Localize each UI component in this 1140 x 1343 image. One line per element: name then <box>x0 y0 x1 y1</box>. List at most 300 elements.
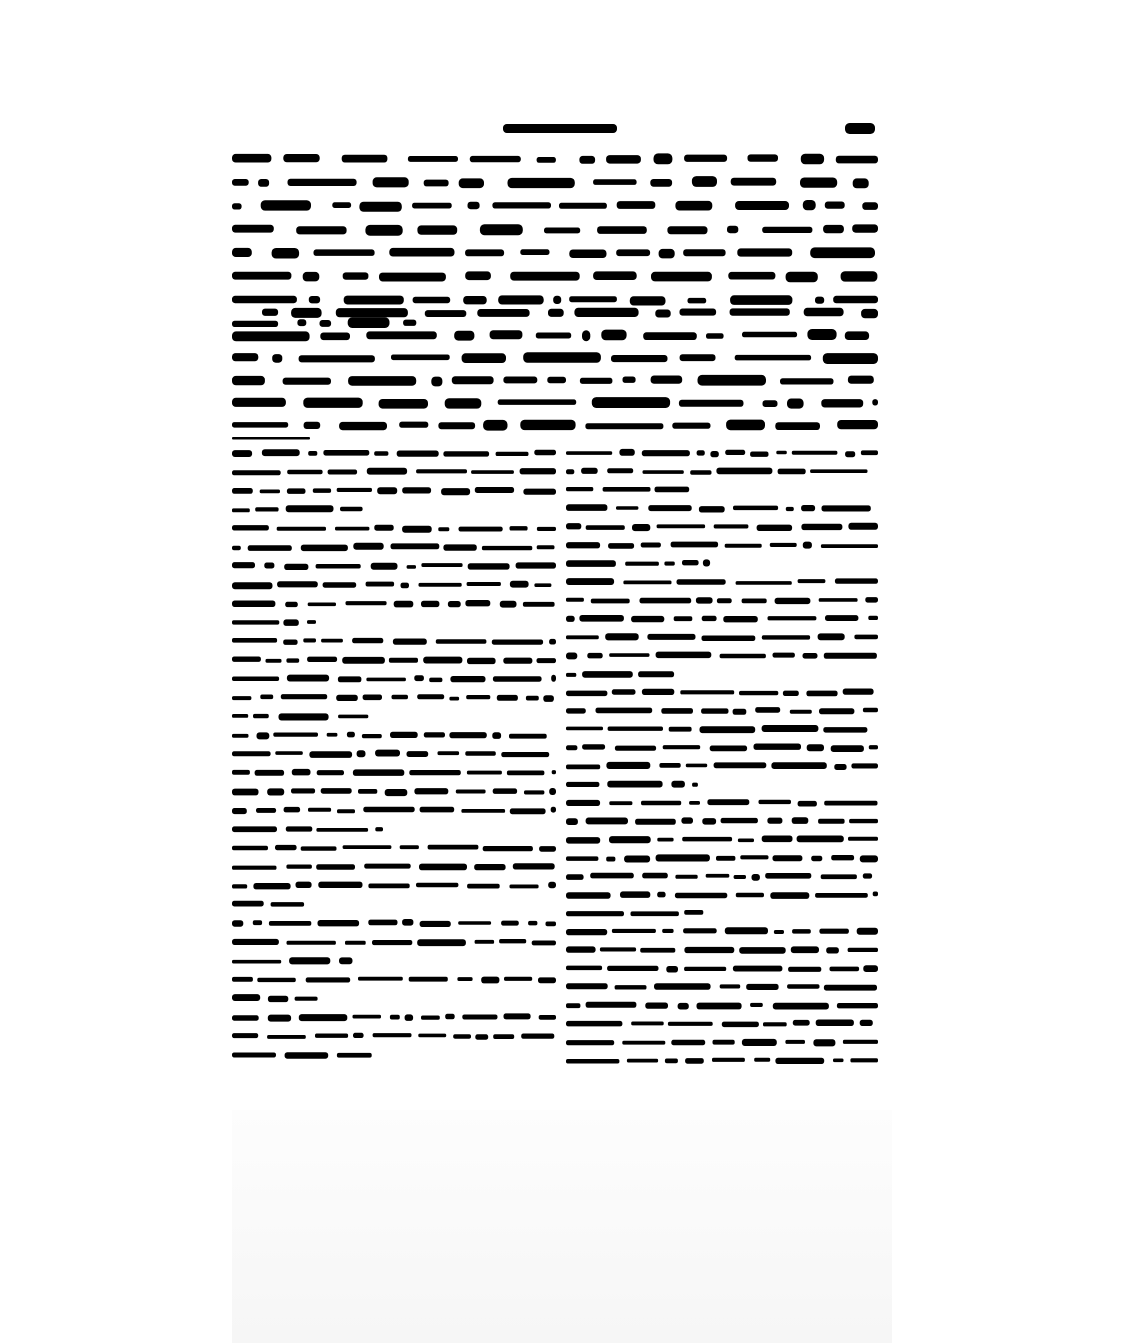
footnote-text-line <box>608 543 634 549</box>
footnote-text-line <box>861 450 878 455</box>
footnote-text-line <box>232 562 255 568</box>
footnote-text-line <box>309 751 352 758</box>
body-text-line <box>837 420 878 429</box>
footnote-text-line <box>532 941 556 946</box>
body-text-line <box>735 201 789 210</box>
footnote-text-line <box>826 947 839 953</box>
footnote-text-line <box>797 836 844 843</box>
footnote-text-line <box>699 506 725 512</box>
body-text-line <box>643 332 697 340</box>
footnote-text-line <box>566 727 603 731</box>
footnote-text-line <box>860 855 878 862</box>
footnote-text-line <box>710 746 747 752</box>
footnote-text-line <box>392 695 409 700</box>
footnote-text-line <box>501 921 519 926</box>
footnote-text-line <box>697 1003 742 1010</box>
running-head-smudge <box>503 124 617 133</box>
footnote-text-line <box>421 563 462 567</box>
footnote-text-line <box>509 734 547 739</box>
footnote-text-line <box>607 966 658 971</box>
body-text-line <box>296 226 346 234</box>
footnote-text-line <box>665 1059 678 1064</box>
footnote-text-line <box>315 1034 348 1038</box>
footnote-text-line <box>353 1015 382 1019</box>
body-text-line <box>232 376 265 385</box>
footnote-text-line <box>421 1016 440 1020</box>
footnote-text-line <box>301 545 348 552</box>
footnote-text-line <box>510 808 546 814</box>
footnote-text-line <box>526 696 539 701</box>
body-text-line <box>592 397 670 408</box>
footnote-text-line <box>831 855 854 860</box>
body-text-line <box>291 308 322 318</box>
body-text-line <box>651 376 683 384</box>
footnote-text-line <box>642 873 668 879</box>
footnote-text-line <box>736 893 764 898</box>
footnote-text-line <box>340 507 363 512</box>
footnote-text-line <box>308 808 331 812</box>
footnote-text-line <box>662 929 673 933</box>
body-text-line <box>299 355 375 362</box>
footnote-text-line <box>493 1034 514 1039</box>
footnote-text-line <box>579 615 624 622</box>
footnote-text-line <box>285 602 298 607</box>
body-text-line <box>373 177 409 187</box>
body-text-line <box>508 178 575 188</box>
footnote-text-line <box>516 562 556 568</box>
footnote-text-line <box>736 581 792 585</box>
body-text-line <box>763 400 778 407</box>
footnote-text-line <box>327 733 338 737</box>
footnote-text-line <box>371 563 398 570</box>
footnote-text-line <box>790 710 812 714</box>
footnote-text-line <box>467 582 501 586</box>
body-text-line <box>569 250 606 259</box>
footnote-text-line <box>353 769 404 776</box>
footnote-text-line <box>394 601 414 608</box>
footnote-text-line <box>566 874 584 880</box>
footnote-text-line <box>762 836 793 843</box>
footnote-text-line <box>696 597 713 603</box>
footnote-text-line <box>655 487 690 493</box>
body-text-line <box>309 296 320 303</box>
footnote-text-line <box>608 727 663 731</box>
body-text-line <box>272 248 300 259</box>
footnote-text-line <box>232 846 268 851</box>
footnote-text-line <box>284 564 308 570</box>
footnote-text-line <box>253 920 262 925</box>
footnote-text-line <box>818 633 845 640</box>
footnote-text-line <box>609 801 632 805</box>
footnote-text-line <box>401 583 410 589</box>
footnote-text-line <box>232 582 273 589</box>
footnote-text-line <box>551 807 556 813</box>
footnote-text-line <box>793 1020 810 1026</box>
footnote-text-line <box>232 546 241 551</box>
footnote-text-line <box>815 893 868 898</box>
body-text-line <box>459 178 484 188</box>
body-text-line <box>232 272 291 280</box>
footnote-text-line <box>414 788 448 794</box>
footnote-text-line <box>232 657 261 662</box>
footnote-text-line <box>587 653 602 659</box>
footnote-text-line <box>549 639 556 645</box>
footnote-text-line <box>548 882 556 888</box>
footnote-text-line <box>849 819 878 823</box>
body-text-line <box>365 225 402 236</box>
footnote-text-line <box>675 893 727 899</box>
footnote-text-line <box>697 450 705 455</box>
footnote-text-line <box>566 635 599 639</box>
footnote-text-line <box>475 1034 488 1039</box>
footnote-text-line <box>443 451 489 456</box>
body-text-line <box>836 156 878 164</box>
footnote-text-line <box>389 658 418 663</box>
body-text-line <box>825 202 845 209</box>
body-text-line <box>403 320 416 326</box>
footnote-text-line <box>590 873 634 879</box>
footnote-text-line <box>271 902 305 907</box>
footnote-text-line <box>566 1059 619 1064</box>
footnote-text-line <box>285 1052 329 1059</box>
footnote-text-line <box>612 689 636 694</box>
body-text-line <box>692 176 717 187</box>
footnote-text-line <box>813 1039 835 1046</box>
body-text-line <box>735 355 811 361</box>
body-text-line <box>366 331 437 339</box>
footnote-text-line <box>496 452 529 456</box>
footnote-text-line <box>775 1058 824 1064</box>
footnote-text-line <box>803 542 812 549</box>
footnote-text-line <box>818 819 845 824</box>
footnote-text-line <box>363 695 382 701</box>
body-text-line <box>659 249 675 259</box>
footnote-text-line <box>457 977 472 981</box>
footnote-text-line <box>467 771 502 775</box>
footnote-text-line <box>657 892 665 898</box>
footnote-text-line <box>441 488 470 495</box>
footnote-text-line <box>295 997 318 1001</box>
body-text-line <box>303 272 320 282</box>
footnote-text-line <box>681 817 693 823</box>
footnote-text-line <box>438 751 460 755</box>
footnote-text-line <box>857 928 878 935</box>
body-text-line <box>348 376 416 386</box>
footnote-text-line <box>421 601 439 607</box>
footnote-text-line <box>467 884 500 889</box>
body-text-line <box>336 308 408 317</box>
footnote-text-line <box>716 468 772 475</box>
body-text-line <box>359 202 401 212</box>
body-text-line <box>498 399 577 405</box>
body-text-line <box>412 203 452 209</box>
footnote-text-line <box>372 940 412 945</box>
footnote-text-line <box>307 620 316 624</box>
body-text-line <box>424 180 449 187</box>
body-text-line <box>297 319 306 326</box>
body-text-line <box>272 354 282 363</box>
footnote-text-line <box>255 507 278 511</box>
footnote-text-line <box>443 544 476 550</box>
footnote-text-line <box>821 544 878 548</box>
footnote-text-line <box>566 691 607 697</box>
footnote-text-line <box>232 808 247 814</box>
body-text-line <box>261 200 311 210</box>
footnote-text-line <box>740 855 768 859</box>
footnote-text-line <box>714 762 767 768</box>
body-text-line <box>408 156 458 162</box>
body-text-line <box>616 249 650 256</box>
footnote-text-line <box>648 505 691 511</box>
footnote-text-line <box>232 714 248 718</box>
footnote-text-line <box>778 469 806 475</box>
footnote-text-line <box>405 1014 414 1021</box>
body-text-line <box>606 155 641 164</box>
footnote-text-line <box>566 856 598 861</box>
footnote-text-line <box>746 984 778 990</box>
footnote-text-line <box>368 884 409 889</box>
body-text-line <box>845 331 869 340</box>
footnote-text-line <box>765 873 811 879</box>
footnote-text-line <box>257 732 270 739</box>
footnote-text-line <box>596 708 653 714</box>
footnote-text-line <box>816 1020 854 1027</box>
footnote-text-line <box>713 1040 735 1045</box>
footnote-text-line <box>482 546 532 550</box>
footnote-text-line <box>471 470 514 474</box>
footnote-text-line <box>819 708 854 714</box>
footnote-text-line <box>287 941 336 945</box>
footnote-text-line <box>671 1040 705 1045</box>
footnote-text-line <box>232 866 277 870</box>
footnote-text-line <box>232 1015 259 1020</box>
footnote-text-line <box>605 633 639 640</box>
body-text-line <box>853 178 869 188</box>
body-text-line <box>803 200 816 210</box>
footnote-text-line <box>845 451 855 457</box>
footnote-text-line <box>513 863 555 869</box>
footnote-text-line <box>771 762 826 769</box>
footnote-text-line <box>504 1013 531 1019</box>
footnote-text-line <box>232 508 250 512</box>
footnote-text-line <box>308 451 317 456</box>
footnote-text-line <box>419 864 467 871</box>
footnote-text-line <box>631 616 664 622</box>
footnote-text-line <box>521 1034 554 1039</box>
footnote-text-line <box>461 809 505 813</box>
footnote-text-line <box>337 809 355 813</box>
body-text-line <box>727 226 738 234</box>
footnote-text-line <box>759 800 792 804</box>
footnote-text-line <box>566 1003 580 1008</box>
footnote-text-line <box>267 788 284 795</box>
footnote-text-line <box>436 639 487 644</box>
body-text-line <box>706 333 724 339</box>
footnote-text-line <box>785 1040 805 1044</box>
body-text-line <box>463 296 487 304</box>
footnote-text-line <box>566 708 586 713</box>
body-text-line <box>344 296 404 305</box>
footnote-text-line <box>465 600 490 606</box>
footnote-text-line <box>831 745 864 752</box>
footnote-text-line <box>615 746 656 751</box>
footnote-text-line <box>657 524 706 528</box>
footnote-text-line <box>492 732 501 739</box>
footnote-text-line <box>438 527 449 531</box>
body-text-line <box>283 154 319 162</box>
footnote-text-line <box>342 657 385 664</box>
body-text-line <box>477 309 529 317</box>
footnote-text-line <box>682 837 732 842</box>
footnote-text-line <box>773 1003 829 1010</box>
footnote-text-line <box>520 468 556 474</box>
footnote-text-line <box>733 506 778 511</box>
footnote-text-line <box>654 983 711 990</box>
body-text-line <box>232 422 288 428</box>
footnote-text-line <box>328 470 358 475</box>
body-text-line <box>468 202 480 210</box>
body-text-line <box>232 154 271 163</box>
footnote-text-line <box>232 884 247 888</box>
footnote-text-line <box>669 727 692 732</box>
footnote-text-line <box>612 929 656 933</box>
footnote-text-line <box>677 579 726 585</box>
footnote-text-line <box>720 984 741 988</box>
footnote-text-line <box>632 524 650 531</box>
body-text-line <box>601 330 626 341</box>
body-text-line <box>232 296 297 303</box>
footnote-text-line <box>723 616 758 622</box>
footnote-text-line <box>338 715 368 719</box>
footnote-text-line <box>620 891 650 898</box>
footnote-text-line <box>418 1034 446 1038</box>
footnote-text-line <box>707 799 749 805</box>
footnote-text-line <box>528 921 537 926</box>
footnote-text-line <box>523 489 556 495</box>
footnote-text-line <box>232 525 269 530</box>
footnote-text-line <box>232 450 252 457</box>
footnote-text-line <box>603 487 651 492</box>
body-text-line <box>787 399 804 409</box>
footnote-text-line <box>345 941 366 945</box>
footnote-text-line <box>635 819 676 825</box>
footnote-text-line <box>232 939 279 945</box>
body-text-line <box>597 226 647 234</box>
footnote-text-line <box>375 827 383 831</box>
body-text-line <box>698 375 767 386</box>
footnote-text-line <box>253 883 290 889</box>
footnote-text-line <box>851 763 878 768</box>
body-text-line <box>483 420 507 431</box>
footnote-text-line <box>742 1039 777 1046</box>
footnote-text-line <box>301 846 337 850</box>
footnote-text-line <box>763 1022 787 1026</box>
footnote-text-line <box>566 598 584 602</box>
footnote-text-line <box>390 1015 400 1020</box>
footnote-text-line <box>566 523 581 529</box>
footnote-text-line <box>762 725 819 732</box>
footnote-text-line <box>391 543 440 549</box>
footnote-text-line <box>374 451 388 456</box>
footnote-text-line <box>733 709 747 715</box>
footnote-text-line <box>364 864 411 869</box>
body-text-line <box>823 225 844 233</box>
footnote-text-line <box>689 801 700 805</box>
footnote-text-line <box>417 694 444 699</box>
body-text-line <box>320 320 332 327</box>
body-text-line <box>737 248 792 256</box>
footnote-text-line <box>462 1015 497 1020</box>
footnote-text-line <box>232 977 253 982</box>
body-text-line <box>413 297 451 303</box>
footnote-text-line <box>712 1058 745 1062</box>
footnote-text-line <box>338 676 362 682</box>
footnote-text-line <box>643 470 684 474</box>
footnote-text-line <box>232 696 251 700</box>
body-text-line <box>801 154 824 164</box>
footnote-text-line <box>316 564 361 569</box>
body-text-line <box>553 296 561 304</box>
footnote-text-line <box>773 653 795 658</box>
footnote-text-line <box>279 713 329 720</box>
body-text-line <box>547 377 566 383</box>
footnote-text-line <box>566 487 593 491</box>
footnote-text-line <box>642 689 674 695</box>
footnote-text-line <box>606 857 615 862</box>
footnote-text-line <box>770 892 809 899</box>
footnote-text-line <box>631 1022 664 1026</box>
footnote-text-line <box>566 983 608 989</box>
footnote-text-line <box>659 763 680 768</box>
footnote-text-line <box>466 695 490 699</box>
footnote-text-line <box>264 563 274 569</box>
footnote-text-line <box>549 788 556 795</box>
footnote-text-line <box>674 616 693 621</box>
body-text-line <box>593 179 637 185</box>
footnote-text-line <box>822 505 871 511</box>
footnote-text-line <box>467 658 496 664</box>
footnote-text-line <box>283 619 298 626</box>
footnote-text-line <box>468 563 510 569</box>
body-text-line <box>680 354 716 361</box>
body-text-line <box>848 376 874 384</box>
body-text-line <box>611 355 668 362</box>
body-text-line <box>462 353 506 363</box>
footnote-text-line <box>788 967 821 972</box>
footnote-text-line <box>448 601 461 607</box>
body-text-line <box>232 225 274 233</box>
body-text-line <box>684 155 727 162</box>
footnote-text-line <box>262 449 300 456</box>
footnote-text-line <box>407 565 416 569</box>
footnote-text-line <box>671 542 719 548</box>
footnote-text-line <box>459 527 503 532</box>
footnote-text-line <box>702 616 717 621</box>
footnote-text-line <box>703 559 710 566</box>
body-text-line <box>389 248 454 257</box>
body-text-line <box>780 378 834 384</box>
body-text-line <box>492 202 551 208</box>
body-text-line <box>379 399 428 409</box>
body-text-line <box>582 330 590 341</box>
footnote-text-line <box>483 846 533 851</box>
footnote-text-line <box>582 671 633 678</box>
body-text-line <box>862 202 878 210</box>
body-text-line <box>548 309 564 317</box>
footnote-text-line <box>641 801 681 805</box>
footnote-text-line <box>742 599 767 604</box>
footnote-text-line <box>537 527 556 531</box>
